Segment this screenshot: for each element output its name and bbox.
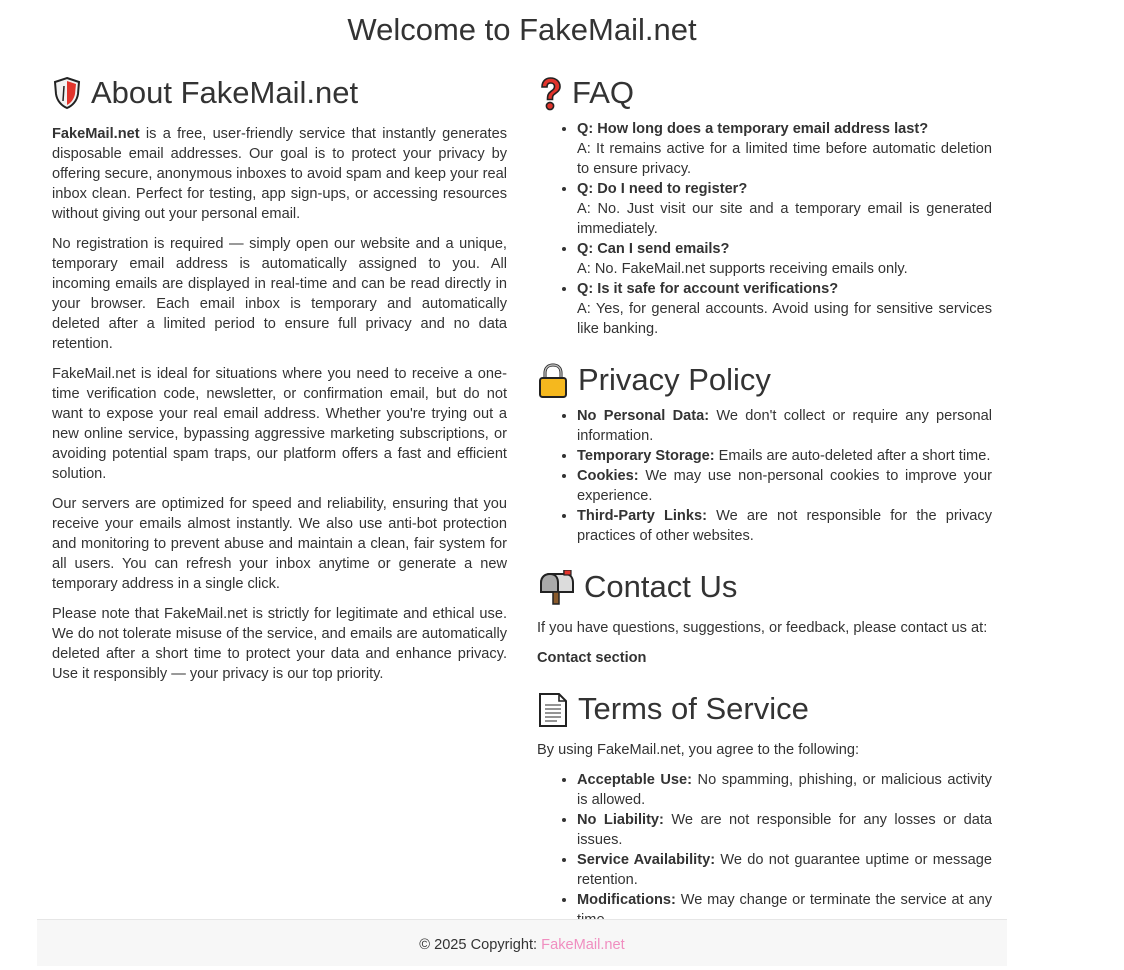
faq-answer: A: No. Just visit our site and a temporary email is generated immediately.	[577, 201, 992, 237]
document-icon	[537, 692, 569, 726]
padlock-icon	[537, 363, 569, 397]
faq-question: • Q: Do I need to register?	[577, 181, 748, 197]
privacy-term: Cookies:	[577, 468, 639, 484]
privacy-list	[537, 406, 992, 546]
privacy-text: We don't collect or require any personal information.	[577, 408, 992, 444]
about-heading-text: About FakeMail.net	[91, 75, 359, 110]
about-paragraph-5: Please note that FakeMail.net is strictly for legitimate and ethical use. We do not tolerate misuse of the service, and emails are automatically deleted after a short time to protect your data and enhance privacy. Use it responsibly — your privacy is our top priority.	[52, 606, 507, 682]
terms-item	[577, 850, 992, 890]
about-section	[52, 72, 507, 684]
contact-text: If you have questions, suggestions, or feedback, please contact us at:	[537, 620, 988, 636]
about-paragraph-1-text: is a free, user-friendly service that instantly generates disposable email addresses. Our goal is to protect your privacy by offering secure, anonymous inboxes to avoid spam and keep your real inbox clean. Perfect for testing, app sign-ups, or accessing resources without giving out your personal email.	[52, 126, 507, 222]
faq-question: • Q: Can I send emails?	[577, 241, 730, 257]
about-paragraph-4: Our servers are optimized for speed and reliability, ensuring that you receive your emails almost instantly. We also use anti-bot protection and monitoring to prevent abuse and maintain a clean, fair system for all users. You can refresh your inbox anytime or generate a new temporary address in a single click.	[52, 496, 507, 592]
privacy-section	[537, 359, 992, 546]
faq-item	[577, 279, 992, 339]
info-column	[537, 72, 992, 930]
terms-term: Service Availability:	[577, 852, 716, 868]
faq-section	[537, 72, 992, 339]
terms-item	[577, 770, 992, 810]
terms-heading	[537, 688, 992, 730]
about-paragraph-3: FakeMail.net is ideal for situations where you need to receive a one-time verification code, newsletter, or confirmation email, but do not want to expose your real email address. Whether you're trying out a new online service, bypassing aggressive marketing subscriptions, or avoiding potential spam traps, our platform offers a fast and efficient solution.	[52, 366, 507, 482]
about-heading	[52, 72, 507, 114]
privacy-item	[577, 446, 992, 466]
terms-text: We do not guarantee uptime or message retention.	[577, 852, 992, 888]
terms-text: We are not responsible for any losses or data issues.	[577, 812, 992, 848]
question-mark-icon	[537, 76, 563, 110]
about-paragraph-1	[52, 124, 507, 224]
footer-fakemail-link[interactable]: FakeMail.net	[541, 937, 625, 953]
privacy-term: Temporary Storage:	[577, 448, 715, 464]
faq-question: • Q: Is it safe for account verifications?	[577, 281, 839, 297]
shield-icon	[52, 76, 82, 110]
privacy-heading	[537, 359, 992, 401]
privacy-text: We may use non-personal cookies to improve your experience.	[577, 468, 992, 504]
contact-section-link[interactable]: Contact section	[537, 650, 647, 666]
terms-list	[537, 770, 992, 930]
terms-term: Acceptable Use:	[577, 772, 693, 788]
brand-name: FakeMail.net	[52, 126, 140, 142]
privacy-item	[577, 506, 992, 546]
faq-item	[577, 119, 992, 179]
privacy-item	[577, 466, 992, 506]
contact-section	[537, 566, 992, 668]
page-title: Welcome to FakeMail.net	[347, 12, 697, 47]
contact-heading-text: Contact Us	[584, 569, 738, 604]
faq-answer: A: Yes, for general accounts. Avoid using for sensitive services like banking.	[577, 301, 992, 337]
faq-heading-text: FAQ	[572, 75, 635, 110]
privacy-text: We are not responsible for the privacy practices of other websites.	[577, 508, 993, 544]
faq-item	[577, 239, 992, 279]
privacy-term: No Personal Data:	[577, 408, 710, 424]
faq-question: • Q: How long does a temporary email address last?	[577, 121, 929, 137]
terms-text: No spamming, phishing, or malicious activity is allowed.	[577, 772, 992, 808]
terms-section	[537, 688, 992, 930]
faq-list	[537, 119, 992, 339]
privacy-heading-text: Privacy Policy	[578, 362, 771, 397]
faq-heading	[537, 72, 992, 114]
terms-intro: By using FakeMail.net, you agree to the following:	[537, 742, 860, 758]
privacy-term: Third-Party Links:	[577, 508, 707, 524]
about-paragraph-2: No registration is required — simply open our website and a unique, temporary email address is automatically assigned to you. All incoming emails are displayed in real-time and can be read directly in your browser. Each email inbox is temporary and automatically deleted after a limited period to ensure full privacy and no data retention.	[52, 236, 507, 352]
mailbox-icon	[537, 570, 575, 604]
terms-heading-text: Terms of Service	[578, 691, 809, 726]
faq-item	[577, 179, 992, 239]
privacy-text: Emails are auto-deleted after a short time.	[714, 448, 991, 464]
terms-term: Modifications:	[577, 892, 676, 908]
faq-answer: A: No. FakeMail.net supports receiving emails only.	[577, 261, 908, 277]
terms-text: We may change or terminate the service at any	[680, 892, 992, 908]
footer	[37, 919, 1007, 966]
terms-item	[577, 810, 992, 850]
faq-answer: A: It remains active for a limited time before automatic deletion to ensure privacy.	[577, 141, 992, 177]
footer-copyright: © 2025 Copyright:	[419, 937, 542, 953]
privacy-item	[577, 406, 992, 446]
contact-heading	[537, 566, 992, 608]
terms-term: No Liability:	[577, 812, 664, 828]
